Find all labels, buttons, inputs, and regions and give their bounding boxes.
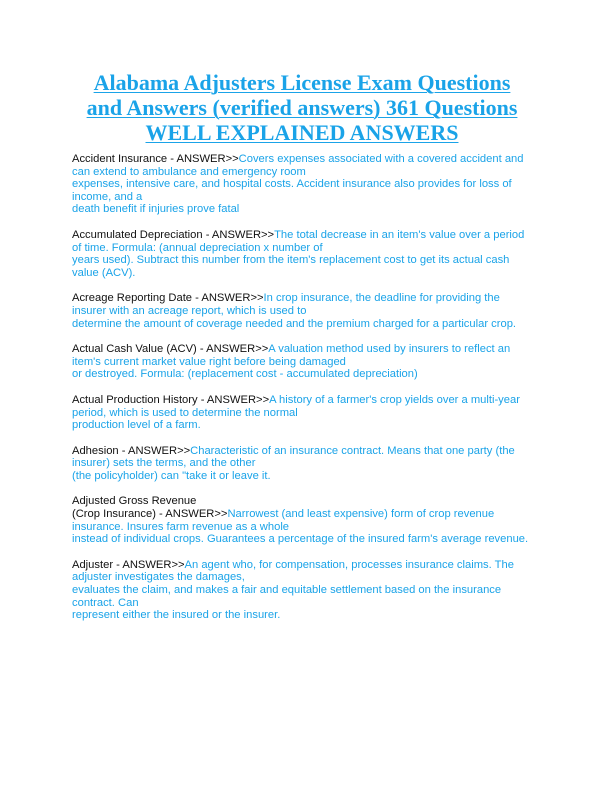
- term-line: Adjusted Gross Revenue: [72, 495, 197, 508]
- qa-paragraph: [72, 343, 534, 381]
- answer-separator: - ANSWER>>: [118, 444, 191, 457]
- qa-paragraph: [72, 445, 534, 483]
- term: Accident Insurance: [72, 153, 168, 165]
- answer-line: or destroyed. Formula: (replacement cost - accumulated depreciation): [72, 368, 418, 381]
- answer-line: The total decrease in an item's value over a period of time. Formula: (annual depreciation x number of: [72, 228, 525, 254]
- term: Acreage Reporting Date: [72, 292, 193, 305]
- qa-paragraph: [72, 508, 534, 546]
- answer-line: Narrowest (and least expensive) form of crop revenue insurance. Insures farm revenue as a whole: [72, 508, 495, 533]
- answer-separator: - ANSWER>>: [113, 558, 185, 571]
- answer-separator: - ANSWER>>: [192, 292, 264, 305]
- qa-paragraph: [72, 292, 534, 330]
- answer-line: (the policyholder) can "take it or leave it.: [72, 469, 271, 482]
- qa-entry: [72, 495, 534, 545]
- answer-separator: - ANSWER>>: [197, 393, 270, 406]
- document-title: Alabama Adjusters License Exam Questions and Answers (verified answers) 361 Questions WELL EXPLAINED ANSWERS: [86, 70, 518, 145]
- answer-line: An agent who, for compensation, processes insurance claims. The adjuster investigates the damages,: [72, 558, 514, 584]
- qa-list: [72, 153, 534, 622]
- qa-entry: [72, 559, 534, 622]
- qa-entry: [72, 229, 534, 279]
- answer-line: years used). Subtract this number from the item's replacement cost to get its actual cash value (ACV).: [72, 254, 510, 279]
- qa-paragraph: [72, 229, 534, 279]
- answer-line: instead of individual crops. Guarantees a percentage of the insured farm's average revenue.: [72, 533, 529, 546]
- term: Actual Cash Value (ACV): [72, 343, 197, 356]
- qa-paragraph: [72, 394, 534, 432]
- term: Accumulated Depreciation: [72, 228, 203, 241]
- answer-line: determine the amount of coverage needed and the premium charged for a particular crop.: [72, 317, 517, 330]
- qa-entry: [72, 153, 534, 216]
- answer-separator: - ANSWER>>: [155, 508, 228, 521]
- answer-line: In crop insurance, the deadline for providing the insurer with an acreage report, which is used to: [72, 292, 500, 317]
- answer-line: represent either the insured or the insurer.: [72, 609, 281, 622]
- answer-line: A valuation method used by insurers to reflect an item's current market value right before being damaged: [72, 343, 511, 368]
- answer-line: evaluates the claim, and makes a fair and equitable settlement based on the insurance contract. Can: [72, 584, 502, 609]
- qa-paragraph: [72, 153, 534, 216]
- term: Adhesion: [72, 444, 119, 457]
- qa-entry: [72, 394, 534, 432]
- term: (Crop Insurance): [72, 508, 156, 521]
- qa-entry: [72, 343, 534, 381]
- qa-entry: [72, 292, 534, 330]
- term: Adjuster: [72, 558, 114, 571]
- answer-separator: - ANSWER>>: [202, 228, 275, 241]
- qa-entry: [72, 445, 534, 483]
- answer-line: Characteristic of an insurance contract. Means that one party (the insurer) sets the terms, and the other: [72, 444, 515, 470]
- answer-line: production level of a farm.: [72, 419, 201, 432]
- answer-separator: - ANSWER>>: [167, 153, 239, 165]
- answer-line: Covers expenses associated with a covered accident and can extend to ambulance and emergency room: [72, 153, 524, 178]
- term: Actual Production History: [72, 393, 198, 406]
- answer-line: A history of a farmer's crop yields over a multi-year period, which is used to determine the normal: [72, 393, 520, 419]
- qa-paragraph: [72, 559, 534, 622]
- answer-separator: - ANSWER>>: [196, 343, 269, 356]
- answer-line: death benefit if injuries prove fatal: [72, 203, 240, 216]
- answer-line: expenses, intensive care, and hospital costs. Accident insurance also provides for loss of income, and a: [72, 178, 512, 203]
